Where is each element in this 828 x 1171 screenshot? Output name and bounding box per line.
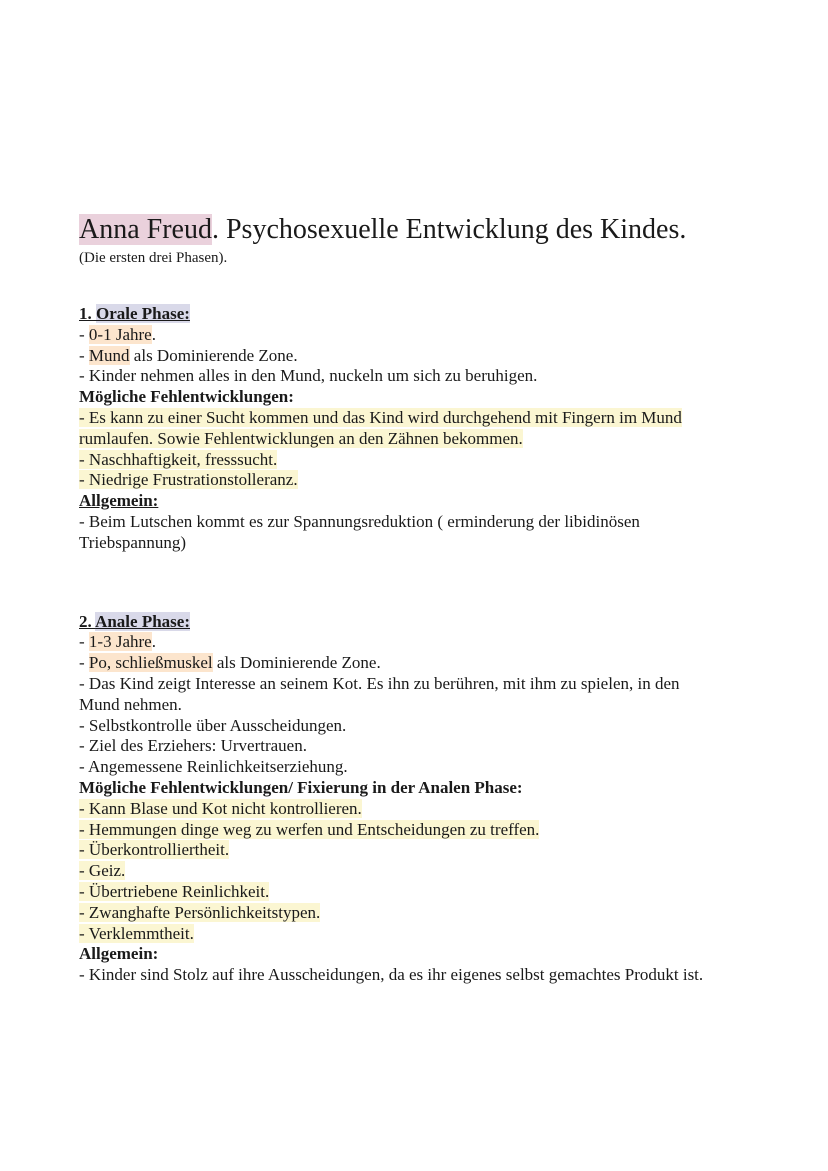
phase1-general-title: Allgemein: [79, 491, 159, 511]
phase1-issue-2 [79, 450, 779, 471]
phase2-issues-title: Mögliche Fehlentwicklungen/ Fixierung in der Analen Phase: [79, 777, 523, 797]
phase2-issue-text: - Zwanghafte Persönlichkeitstypen. [79, 902, 321, 922]
phase1-issue-3 [79, 470, 779, 491]
phase2-zone-suffix: als Dominierende Zone. [212, 653, 381, 673]
phase1-point: - Kinder nehmen alles in den Mund, nuckeln um sich zu beruhigen. [79, 366, 538, 386]
title-name-highlight: Anna Freud [79, 214, 212, 245]
phase2-issue [79, 903, 779, 924]
page-title [79, 212, 779, 248]
phase1-age-prefix: - [79, 324, 89, 344]
phase2-issue-text: - Hemmungen dinge weg zu werfen und Entscheidungen zu treffen. [79, 819, 540, 839]
document-content [79, 212, 779, 986]
phase1-zone-suffix: als Dominierende Zone. [129, 345, 298, 365]
phase1-general-b: Triebspannung) [79, 532, 187, 552]
phase2-age [79, 632, 779, 653]
phase2-zone-value: Po, schließmuskel [88, 653, 213, 673]
phase2-point-1a: - Das Kind zeigt Interesse an seinem Kot. Es ihn zu berühren, mit ihm zu spielen, in den [79, 673, 680, 693]
page-subtitle: (Die ersten drei Phasen). [79, 250, 228, 266]
phase2-general: - Kinder sind Stolz auf ihre Ausscheidungen, da es ihr eigenes selbst gemachtes Produkt ist. [79, 965, 704, 985]
phase1-issue-3-text: - Niedrige Frustrationstolleranz. [79, 470, 298, 490]
phase2-zone [79, 653, 779, 674]
phase2-age-value: 1-3 Jahre [88, 632, 152, 652]
phase2-section [79, 612, 779, 986]
title-rest: . Psychosexuelle Entwicklung des Kindes. [211, 214, 687, 245]
phase2-point-1b: Mund nehmen. [79, 694, 182, 714]
phase2-issue [79, 840, 779, 861]
phase1-heading-number: 1. [79, 304, 96, 323]
phase1-age-value: 0-1 Jahre [88, 324, 152, 344]
phase1-heading-name: Orale Phase: [96, 304, 190, 323]
phase2-point-4: - Angemessene Reinlichkeitserziehung. [79, 757, 348, 777]
phase2-heading-name: Anale Phase: [95, 611, 190, 631]
phase2-general-title: Allgemein: [79, 944, 159, 964]
phase2-issue [79, 799, 779, 820]
phase1-age-suffix: . [151, 324, 156, 344]
phase2-age-prefix: - [79, 632, 89, 652]
phase1-issue-1b [79, 429, 779, 450]
phase1-issue-1a [79, 408, 779, 429]
phase2-age-suffix: . [151, 632, 156, 652]
phase2-heading-number: 2. [79, 611, 96, 631]
phase2-issue-text: - Geiz. [79, 861, 126, 881]
phase2-issue [79, 861, 779, 882]
phase1-section [79, 304, 779, 554]
phase2-point-2: - Selbstkontrolle über Ausscheidungen. [79, 715, 347, 735]
phase2-zone-prefix: - [79, 653, 89, 673]
phase1-heading [79, 304, 779, 325]
phase1-issue-1a-text: - Es kann zu einer Sucht kommen und das Kind wird durchgehend mit Fingern im Mund [79, 407, 682, 427]
phase2-heading [79, 612, 779, 633]
phase1-zone [79, 346, 779, 367]
phase1-issue-2-text: - Naschhaftigkeit, fresssucht. [79, 449, 278, 469]
phase1-age [79, 325, 779, 346]
phase2-point-3: - Ziel des Erziehers: Urvertrauen. [79, 736, 307, 756]
phase2-issue-text: - Übertriebene Reinlichkeit. [79, 881, 270, 901]
phase2-issue-text: - Überkontrolliertheit. [79, 840, 230, 860]
phase1-zone-prefix: - [79, 345, 89, 365]
phase1-issue-1b-text: rumlaufen. Sowie Fehlentwicklungen an den Zähnen bekommen. [79, 428, 523, 448]
phase2-issue [79, 924, 779, 945]
phase2-issue [79, 820, 779, 841]
phase1-issues-title: Mögliche Fehlentwicklungen: [79, 387, 294, 407]
phase1-general-a: - Beim Lutschen kommt es zur Spannungsreduktion ( erminderung der libidinösen [79, 511, 640, 531]
phase2-issue [79, 882, 779, 903]
phase2-issue-text: - Kann Blase und Kot nicht kontrollieren. [79, 798, 362, 818]
phase1-zone-value: Mund [88, 345, 130, 365]
phase2-issue-text: - Verklemmtheit. [79, 923, 194, 943]
